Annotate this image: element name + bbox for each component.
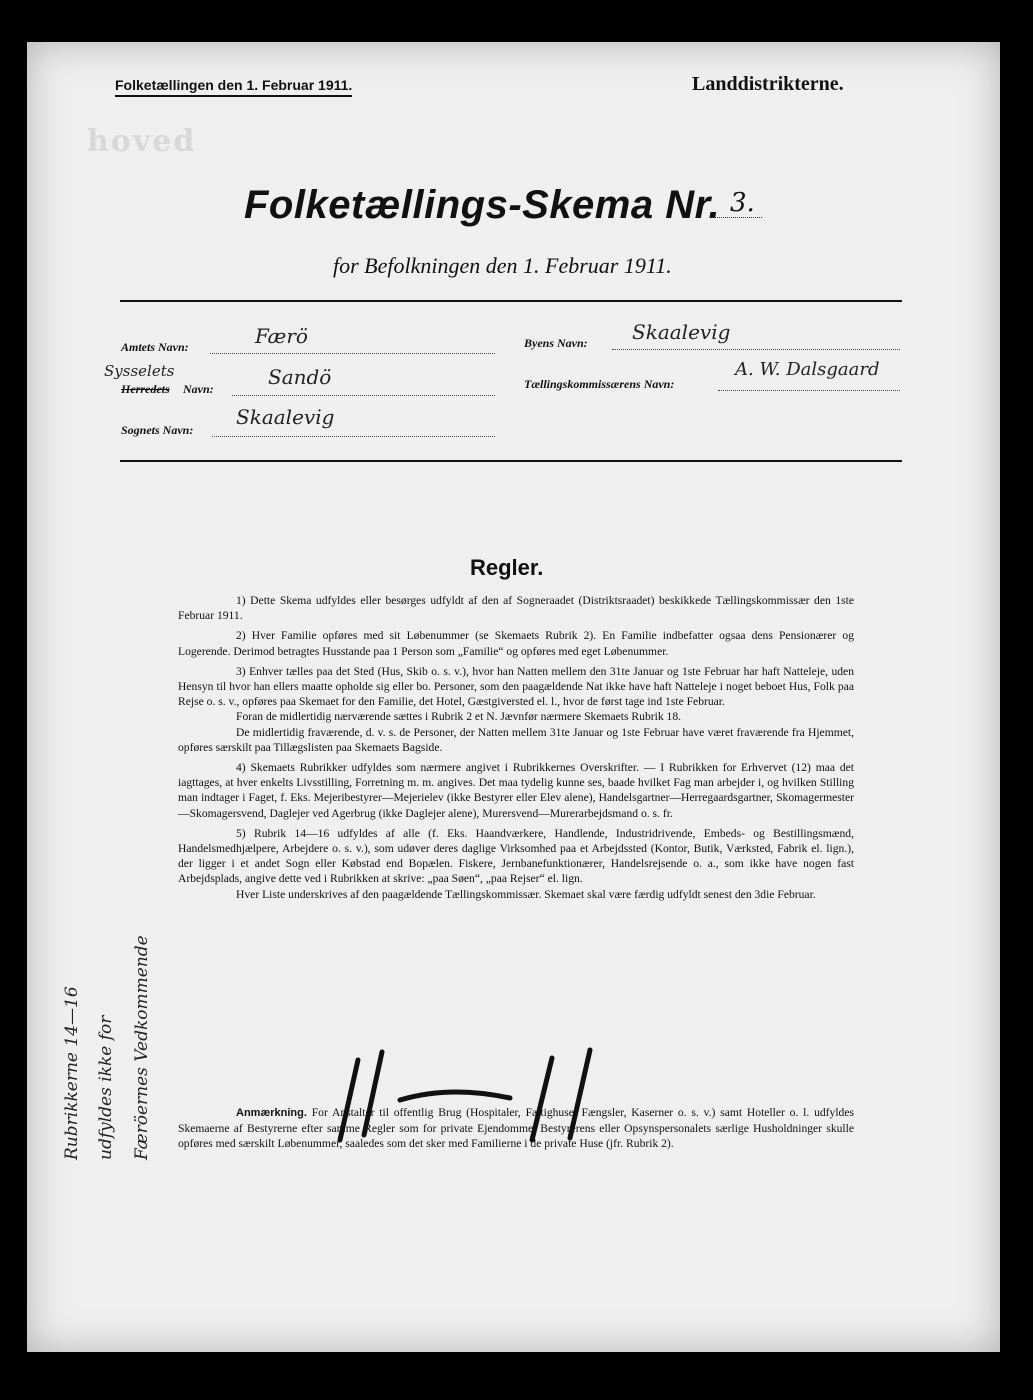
herred-line <box>232 395 495 396</box>
amt-line <box>210 353 495 354</box>
kommissaer-value: A. W. Dalsgaard <box>735 359 880 380</box>
margin-note-line-2: udfyldes ikke for <box>96 1015 116 1160</box>
form-number: 3. <box>730 188 755 218</box>
top-divider <box>120 300 902 302</box>
amt-value: Færö <box>255 324 308 348</box>
herred-prefix: Sysselets <box>104 362 175 380</box>
sogn-value: Skaalevig <box>236 405 335 429</box>
header-census-date: Folketællingen den 1. Februar 1911. <box>115 77 352 97</box>
rule-2: 2) Hver Familie opføres med sit Løbenummer (se Skemaets Rubrik 2). En Familie indbefatter ogsaa dens Pensionærer og Logerende. Derimod betragtes Husstande paa 1 Person som „Familie“ og opføres med eget Løbenummer. <box>178 629 854 658</box>
rule-3-foran: Foran de midlertidig nærværende sættes i Rubrik 2 et N. Jævnfør nærmere Skemaets Rubrik 18. <box>236 710 682 724</box>
annotation-note <box>178 1105 854 1152</box>
sogn-label: Sognets Navn: <box>121 423 194 437</box>
kommissaer-label: Tællingskommissærens Navn: <box>524 377 675 391</box>
form-subtitle: for Befolkningen den 1. Februar 1911. <box>333 253 672 278</box>
bleed-through-text: hoved <box>87 124 197 159</box>
note-label: Anmærkning. <box>236 1107 307 1119</box>
amt-label: Amtets Navn: <box>121 340 189 354</box>
rule-4: 4) Skemaets Rubrikker udfyldes som nærmere angivet i Rubrikkernes Overskrifter. — I Rubrikken for Erhvervet (12) maa det iagttages, at hver enkelts Livsstilling, Forretning m. m. angives. Det maa tydelig kunne ses, baade hvilket Fag man arbejder i, og hvilken Stilling man indtager i Faget, f. Eks. Mejeribestyrer—Mejerielev (ikke Bestyrer eller Elev alene), Handelsgartner—Herregaardsgartner, Skomagermester—Skomagersvend, Daglejer ved Agerbrug (ikke Daglejer alene), Murersvend—Murerarbejdsmand o. s. fr. <box>178 761 854 820</box>
rule-signature: Hver Liste underskrives af den paagældende Tællingskommissær. Skemaet skal være færdig udfyldt senest den 3die Februar. <box>236 887 816 901</box>
margin-note-line-1: Rubrikkerne 14—16 <box>62 986 82 1160</box>
margin-note-line-3: Færöernes Vedkommende <box>132 935 152 1160</box>
rules-body <box>178 593 854 907</box>
herred-label: Navn: <box>183 382 214 396</box>
rules-title: Regler. <box>470 555 544 580</box>
header-district-type: Landdistrikterne. <box>692 73 844 95</box>
kommissaer-line <box>718 390 900 391</box>
form-title: Folketællings-Skema Nr. <box>244 183 721 227</box>
form-number-line <box>712 217 762 218</box>
herred-struck-label: Herredets <box>121 382 170 396</box>
rule-3-fravaerende: De midlertidig fraværende, d. v. s. de Personer, der Natten mellem 31te Januar og 1ste Februar have været fraværende fra Hjemmet, opføres særskilt paa Tillægslisten paa Skemaets Bagside. <box>178 725 854 754</box>
by-label: Byens Navn: <box>524 336 588 350</box>
note-text: For Anstalter til offentlig Brug (Hospitaler, Fattighuse, Fængsler, Kaserner o. s. v.) samt Hoteller o. l. udfyldes Skemaerne af Bestyrerne efter samme Regler som for private Ejendomme. Bestyrerens eller Opsynspersonalets særlige Husholdninger skulle opføres med særskilt Løbenummer, saaledes som det sker med Familierne i de private Huse (jfr. Rubrik 2). <box>178 1106 854 1151</box>
herred-value: Sandö <box>268 365 332 389</box>
by-value: Skaalevig <box>632 320 731 344</box>
rule-1: 1) Dette Skema udfyldes eller besørges udfyldt af den af Sogneraadet (Distriktsraadet) beskikkede Tællingskommissær den 1ste Februar 1911. <box>178 594 854 623</box>
sogn-line <box>212 436 495 437</box>
bottom-divider <box>120 460 902 462</box>
by-line <box>612 349 900 350</box>
rule-5: 5) Rubrik 14—16 udfyldes af alle (f. Eks. Haandværkere, Handlende, Industridrivende, Embeds- og Bestillingsmænd, Handelsmedhjælpere, Arbejdere o. s. v.), som udøver deres daglige Virksomhed paa et Arbejdssted (Kontor, Butik, Værksted, Fabrik el. lign.), der ligger i et andet Sogn eller Købstad end Bopælen. Fiskere, Jernbanefunktionærer, Handelsrejsende o. a., som ikke have nogen fast Arbejdsplads, angive dette ved i Rubrikken at skrive: „paa Søen“, „paa Rejser“ el. lign. <box>178 826 854 886</box>
rule-3: 3) Enhver tælles paa det Sted (Hus, Skib o. s. v.), hvor han Natten mellem den 31te Januar og 1ste Februar har haft Natteleje, uden Hensyn til hvor han ellers maatte opholde sig eller bo. Personer, som den paagældende Nat ikke have haft Natteleje i noget beboet Hus, Folk paa Rejse o. s. v., opføres paa Skemaet for den Familie, det Hotel, Gæstgiversted el. l., hvor de først tage ind 1ste Februar. <box>178 664 854 709</box>
